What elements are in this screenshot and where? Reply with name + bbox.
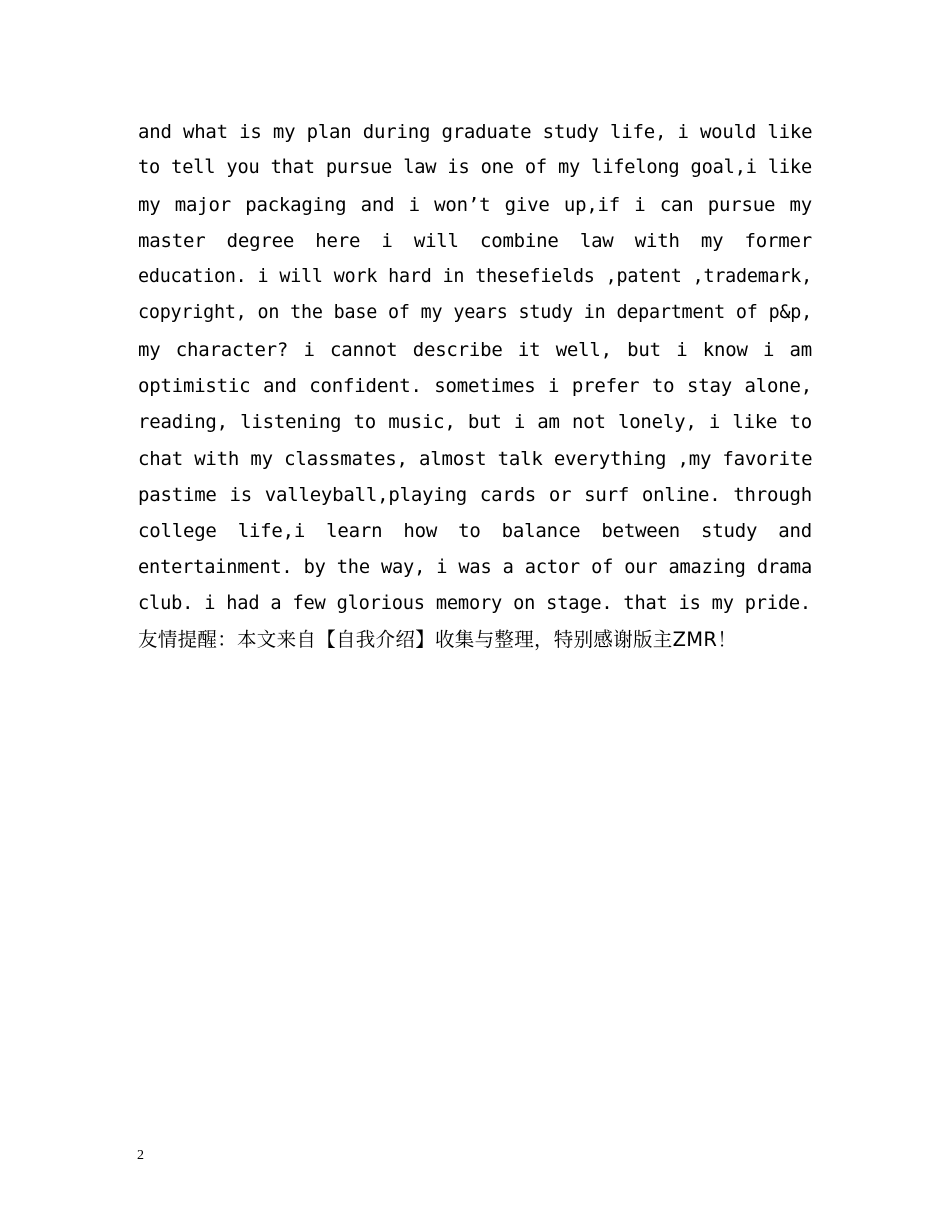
- source-notice: 友情提醒：本文来自【自我介绍】收集与整理，特别感谢版主ZMR！: [138, 628, 738, 652]
- text-line: master degree here i will combine law with my former: [138, 229, 812, 252]
- text-line: entertainment. by the way, i was a actor of our amazing drama: [138, 556, 812, 578]
- text-line: college life,i learn how to balance between study and: [138, 520, 812, 543]
- text-line: and what is my plan during graduate study life, i would like: [138, 121, 813, 143]
- text-line: copyright, on the base of my years study in department of p&p,: [138, 302, 812, 324]
- body-paragraph: [138, 114, 812, 658]
- text-line: reading, listening to music, but i am not lonely, i like to: [138, 411, 812, 434]
- text-line: my major packaging and i won’t give up,if i can pursue my: [138, 193, 812, 216]
- text-line: to tell you that pursue law is one of my lifelong goal,i like: [138, 157, 812, 179]
- text-line: my character? i cannot describe it well, but i know i am: [138, 338, 812, 361]
- text-line: chat with my classmates, almost talk everything ,my favorite: [138, 447, 813, 470]
- text-line: optimistic and confident. sometimes i prefer to stay alone,: [138, 375, 812, 398]
- text-line: pastime is valleyball,playing cards or surf online. through: [138, 483, 812, 506]
- page-number: 2: [137, 1148, 144, 1163]
- text-line: education. i will work hard in thesefields ,patent ,trademark,: [138, 266, 812, 288]
- text-line: club. i had a few glorious memory on stage. that is my pride.: [138, 592, 811, 614]
